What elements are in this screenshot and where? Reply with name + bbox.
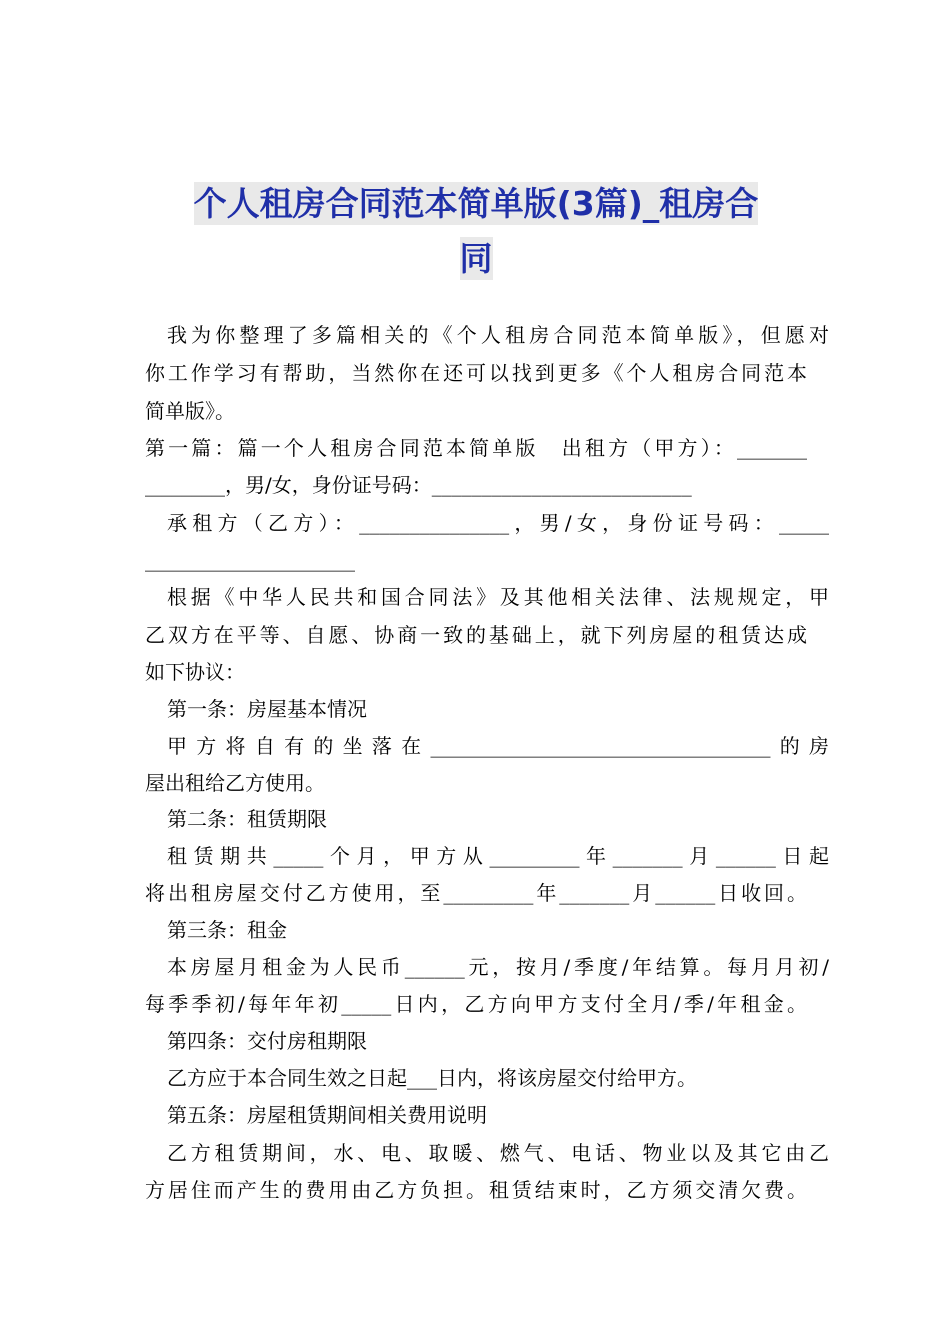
clause-text: 乙方应于本合同生效之日起___日内，将该房屋交付给甲方。 — [167, 1066, 697, 1090]
party-a-line: 第一篇：篇一个人租房合同范本简单版 出租方（甲方）：_______ — [145, 436, 807, 460]
title-line-1: 个人租房合同范本简单版(3篇)_租房合 — [193, 184, 759, 223]
party-b-line: _____________________ — [145, 548, 355, 572]
clause-text: 乙方租赁期间，水、电、取暖、燃气、电话、物业以及其它由乙 — [167, 1141, 829, 1165]
clause-heading: 第二条：租赁期限 — [167, 807, 327, 831]
party-b-line: 承租方（乙方）：_______________，男/女，身份证号码：_____ — [167, 511, 829, 535]
clause-heading: 第三条：租金 — [167, 918, 287, 942]
clause-text: 本房屋月租金为人民币______元，按月/季度/年结算。每月月初/ — [167, 955, 829, 979]
preamble-line: 如下协议： — [145, 660, 245, 684]
clause-text: 将出租房屋交付乙方使用，至_________年_______月______日收回。 — [145, 881, 807, 905]
clause-text: 租赁期共_____个月，甲方从_________年_______月______日起 — [167, 844, 829, 868]
preamble-line: 乙双方在平等、自愿、协商一致的基础上，就下列房屋的租赁达成 — [145, 623, 807, 647]
intro-line: 你工作学习有帮助，当然你在还可以找到更多《个人租房合同范本 — [145, 361, 807, 385]
party-a-line: ________，男/女，身份证号码：__________________________ — [145, 473, 692, 497]
document-title — [145, 176, 807, 286]
intro-line: 我为你整理了多篇相关的《个人租房合同范本简单版》，但愿对 — [167, 323, 829, 347]
clause-heading: 第四条：交付房租期限 — [167, 1029, 367, 1053]
intro-line: 简单版》。 — [145, 399, 235, 423]
preamble-line: 根据《中华人民共和国合同法》及其他相关法律、法规规定，甲 — [167, 585, 829, 609]
title-line-2: 同 — [459, 239, 493, 278]
clause-heading: 第五条：房屋租赁期间相关费用说明 — [167, 1103, 487, 1127]
clause-text: 屋出租给乙方使用。 — [145, 771, 325, 795]
clause-text: 每季季初/每年年初_____日内，乙方向甲方支付全月/季/年租金。 — [145, 992, 807, 1016]
clause-text: 甲方将自有的坐落在__________________________________的房 — [167, 734, 829, 758]
clause-text: 方居住而产生的费用由乙方负担。租赁结束时，乙方须交清欠费。 — [145, 1178, 807, 1202]
clause-heading: 第一条：房屋基本情况 — [167, 697, 367, 721]
